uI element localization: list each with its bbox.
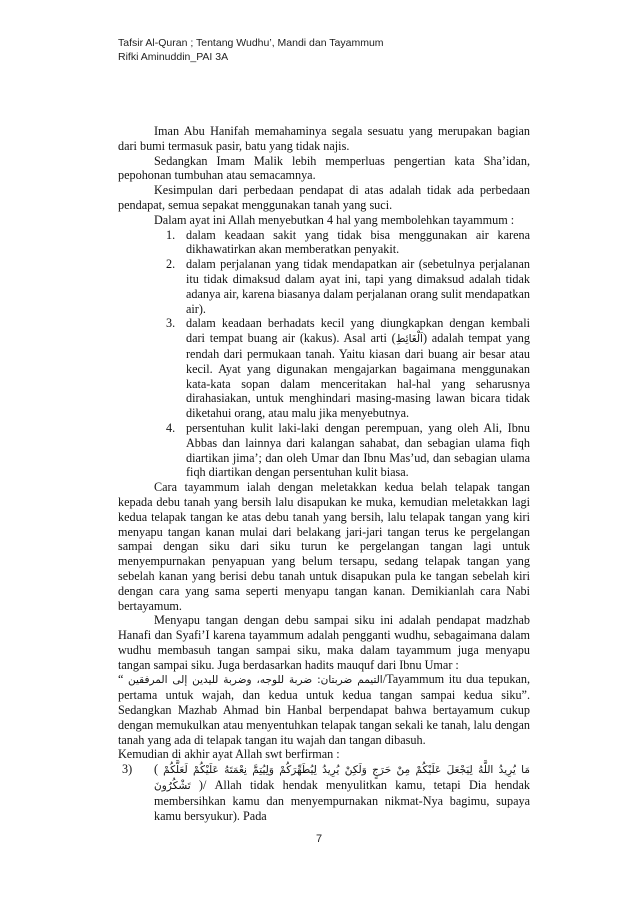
verse-item <box>122 762 531 823</box>
list-item <box>166 420 530 480</box>
paragraph-akhir-ayat: Kemudian di akhir ayat Allah swt berfirman : <box>118 747 340 762</box>
paragraph-imam-malik: Sedangkan Imam Malik lebih memperluas pengertian kata Sha’idan, pepohonan tumbuhan atau semacamnya. <box>118 153 530 183</box>
verse-open-paren: ( <box>154 762 164 777</box>
verse-number: 3) <box>122 762 133 777</box>
list-item-number: 3. <box>166 316 176 331</box>
list-item-number: 2. <box>166 257 176 272</box>
arabic-hadith: التيمم ضربتان: ضربة للوجه، وضربة لليدين إلى المرفقين <box>128 674 383 687</box>
list-item <box>166 316 530 421</box>
page-number: 7 <box>315 833 323 845</box>
list-item-text: dalam perjalanan yang tidak mendapatkan air (sebetulnya perjalanan itu tidak dimaksud dalam ayat ini, tapi yang dimaksud adalah tidak adanya air, karena biasanya dalam perjalanan orang sulit mendapatkan air). <box>186 257 530 316</box>
paragraph-menyapu-tangan: Menyapu tangan dengan debu sampai siku ini adalah pendapat madzhab Hanafi dan Syafi’I karena tayammum adalah pengganti wudhu, sebagaimana dalam wudhu membasuh tangan sampai siku, maka dalam tayammum juga menyapu tangan sampai siku. Juga berdasarkan hadits mauquf dari Ibnu Umar : <box>118 613 530 672</box>
paragraph-cara-tayammum: Cara tayammum ialah dengan meletakkan kedua belah telapak tangan kepada debu tanah yang bersih lalu disapukan ke muka, kemudian meletakkan lagi kedua telapak tangan ke atas debu tanah yang bersih, lalu telapak tangan yang kiri menyapu tangan kanan mulai dari belakang jari-jari tangan terus ke pergelangan sampai dengan siku dari siku turun ke pergelangan tangan lagi untuk menyempurnakan penyapuan yang belum tersapu, sedang telapak tangan yang sebelah kanan yang berisi debu tanah untuk disapukan pula ke tangan sebelah kiri dengan cara yang sama seperti menyapu tangan kanan. Demikianlah cara Nabi bertayamum. <box>118 480 530 613</box>
paragraph-kesimpulan: Kesimpulan dari perbedaan pendapat di atas adalah tidak ada perbedaan pendapat, semua sepakat menggunakan tanah yang suci. <box>118 183 530 212</box>
page-body <box>118 124 530 823</box>
list-item <box>166 227 530 258</box>
header-author: Rifki Aminuddin_PAI 3A <box>118 51 229 63</box>
list-item-text-cont: ) adalah tempat yang rendah dari permukaan tanah. Yaitu kiasan dari buang air besar atau kecil. Ayat yang digunakan mengajarkan bagaimana menggunakan kata-kata sopan dalam menceritakan hal-hal yang seharusnya dirahasiakan, untuk menghindari masing-masing lawan bicara tidak diketahui orang, atau malu jika menyebutnya. <box>186 331 530 421</box>
open-quote: “ <box>118 672 124 687</box>
list-item-number: 1. <box>166 227 176 242</box>
arabic-term-ghaith: اَلْغَائِطِ <box>395 333 423 346</box>
arabic-verse: مَا يُرِيدُ اللَّهُ لِيَجْعَلَ عَلَيْكُمْ مِنْ حَرَجٍ وَلَكِنْ يُرِيدُ لِيُطَهِّرَكُمْ وَلِيُتِمَّ نِعْمَتَهُ عَلَيْكُمْ لَعَلَّكُمْ تَشْكُرُونَ <box>154 764 531 793</box>
hadith-translation: /Tayammum itu dua tepukan, pertama untuk wajah, dan kedua untuk kedua tangan sampai kedua siku”. Sedangkan Mazhab Ahmad bin Hanbal berpendapat bahwa bertayamum cukup dengan memukulkan atau menyentuhkan telapak tangan sekali ke tanah, lalu dengan tanah yang ada di telapak tangan itu wajah dan tangan dibasuh. <box>118 672 531 747</box>
paragraph-hadith <box>118 672 530 747</box>
list-item-text: persentuhan kulit laki-laki dengan perempuan, yang oleh Ali, Ibnu Abbas dan lainnya dari kalangan sahabat, dan sebagian ulama fiqh diartikan jima’; dan oleh Umar dan Ibnu Mas’ud, dan sebagian ulama fiqh diartikan dengan persentuhan kulit biasa. <box>186 420 530 480</box>
running-header <box>118 36 384 64</box>
paragraph-abu-hanifah: Iman Abu Hanifah memahaminya segala sesuatu yang merupakan bagian dari bumi termasuk pasir, batu yang tidak najis. <box>118 124 530 153</box>
tayammum-conditions-list <box>118 228 530 481</box>
list-item-text: dalam keadaan berhadats kecil yang diungkapkan dengan kembali dari tempat buang air (kakus). Asal arti ( <box>186 316 530 346</box>
verse-close: )/ Allah <box>190 778 242 793</box>
list-item-number: 4. <box>166 420 176 435</box>
list-item-text: dalam keadaan sakit yang tidak bisa menggunakan air karena dikhawatirkan akan memberatkan penyakit. <box>186 227 530 257</box>
verse-translation: tidak hendak menyulitkan kamu, tetapi Dia hendak membersihkan kamu dan menyempurnakan nikmat-Nya bagimu, supaya kamu bersyukur). Pada <box>154 778 530 823</box>
header-title: Tafsir Al-Quran ; Tentang Wudhu’, Mandi dan Tayammum <box>118 37 384 49</box>
paragraph-list-intro: Dalam ayat ini Allah menyebutkan 4 hal yang membolehkan tayammum : <box>154 212 515 227</box>
list-item <box>166 257 530 316</box>
